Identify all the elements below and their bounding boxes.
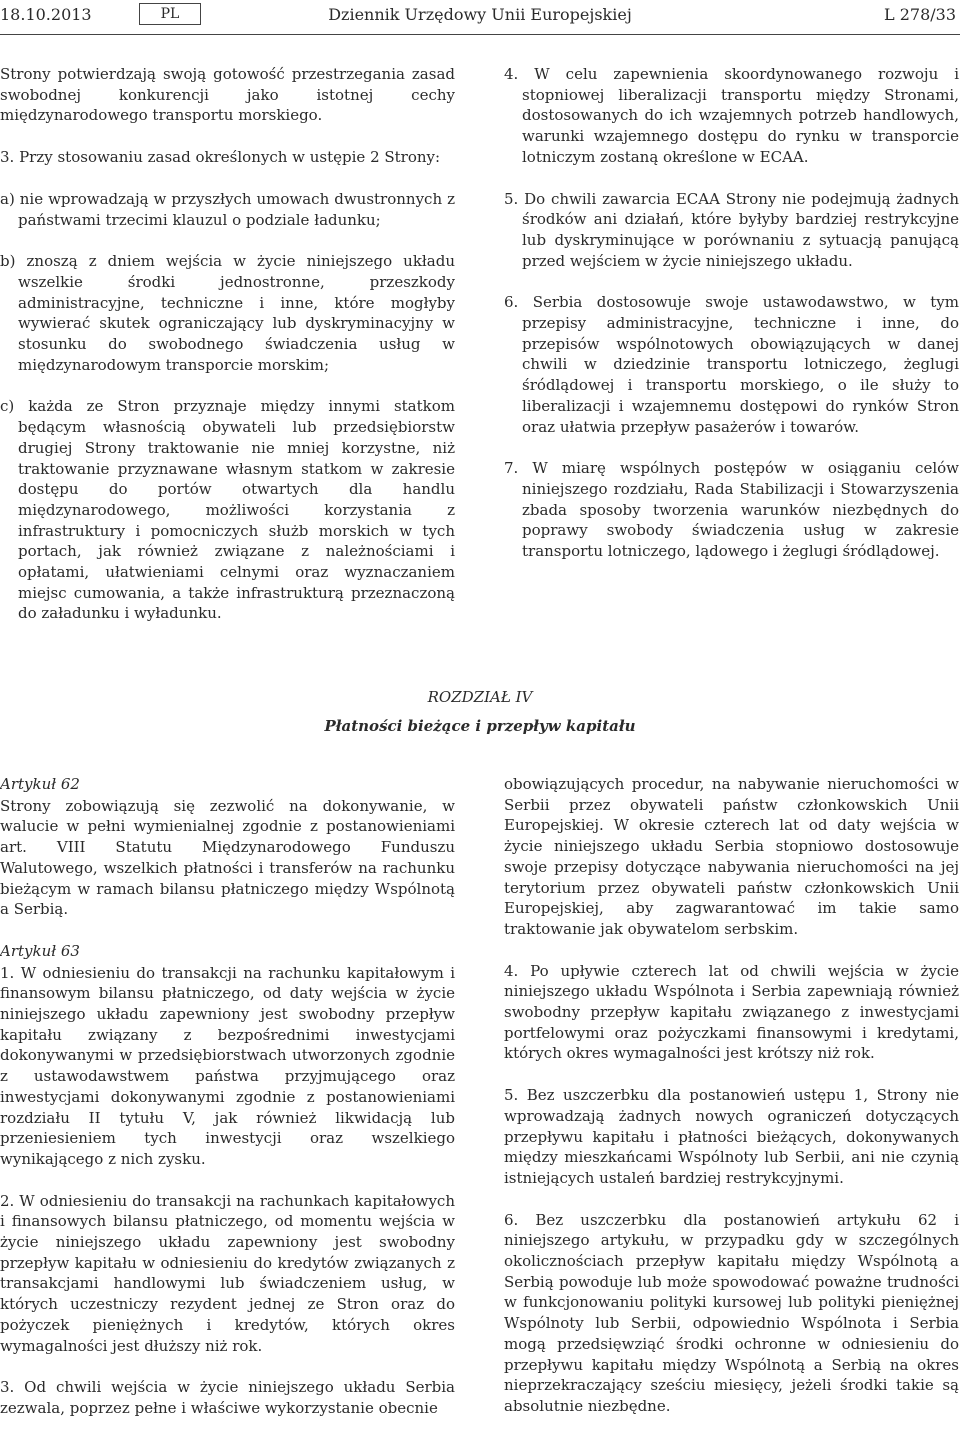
top-right-column <box>504 64 959 583</box>
chapter-number: ROZDZIAŁ IV <box>427 688 533 706</box>
bottom-right-column <box>504 774 959 1438</box>
bottom-left-column <box>0 774 455 1440</box>
paragraph: 3. Od chwili wejścia w życie niniejszego układu Serbia zezwala, poprzez pełne i właściwe wykorzystanie obecnie <box>0 1378 455 1417</box>
publication-date: 18.10.2013 <box>0 5 92 24</box>
language-badge: PL <box>139 3 201 25</box>
top-left-column <box>0 64 455 645</box>
paragraph: 1. W odniesieniu do transakcji na rachunku kapitałowym i finansowym bilansu płatniczego, od daty wejścia w życie niniejszego układu zapewniony jest swobodny przepływ kapitału związany z bezpośrednimi inwestycjami dokonywanymi w przedsiębiorstwach utworzonych zgodnie z ustawodawstwem państwa przyjmującego oraz inwestycjami dokonywanymi zgodnie z postanowieniami rozdziału II tytułu V, jak również likwidacją lub przeniesieniem tych inwestycji oraz wszelkiego wynikającego z nich zysku. <box>0 963 455 1168</box>
paragraph: obowiązujących procedur, na nabywanie nieruchomości w Serbii przez obywateli państw członkowskich Unii Europejskiej. W okresie czterech lat od daty wejścia w życie niniejszego układu Serbia stopniowo dostosowuje swoje przepisy dotyczące nabywania nieruchomości na jej terytorium przez obywateli państw członkowskich Unii Europejskiej, aby zagwarantować im takie samo traktowanie jak obywatelom serbskim. <box>504 775 959 938</box>
paragraph: 2. W odniesieniu do transakcji na rachunkach kapitałowych i finansowych bilansu płatniczego, od momentu wejścia w życie niniejszego układu zapewniony jest swobodny przepływ kapitału w odniesieniu do kredytów związanych z transakcjami handlowymi lub świadczeniem usług, w których uczestniczy rezydent jednej ze Stron oraz do pożyczek pieniężnych i kredytów, których okres wymagalności jest dłuższy niż rok. <box>0 1191 455 1355</box>
article-heading: Artykuł 62 <box>0 775 80 793</box>
paragraph: 6. Bez uszczerbku dla postanowień artykułu 62 i niniejszego artykułu, w przypadku gdy w szczególnych okolicznościach przepływ kapitału między Wspólnotą a Serbią powoduje lub może spowodować poważne trudności w funkcjonowaniu polityki kursowej lub polityki pieniężnej Wspólnoty lub Serbii, odpowiednio Wspólnota i Serbia mogą przedsięwziąć środki ochronne w odniesieniu do przepływu kapitału między Wspólnotą a Serbią na okres nieprzekraczający sześciu miesięcy, jeżeli środki takie są absolutnie niezbędne. <box>504 1210 959 1415</box>
list-item: b) znoszą z dniem wejścia w życie niniejszego układu wszelkie środki jednostronne, przeszkody administracyjne, techniczne i inne, które mogłyby wywierać skutek ograniczający lub dyskryminacyjny w stosunku do swobodnego świadczenia usług w międzynarodowym transporcie morskim; <box>0 252 455 374</box>
paragraph: 3. Przy stosowaniu zasad określonych w ustępie 2 Strony: <box>0 148 441 167</box>
paragraph: 5. Bez uszczerbku dla postanowień ustępu 1, Strony nie wprowadzają żadnych nowych ograniczeń dotyczących przepływu kapitału i płatności bieżących, dokonywanych między mieszkańcami Wspólnoty lub Serbii, ani nie czynią istniejących ustaleń bardziej restrykcyjnymi. <box>504 1086 959 1187</box>
paragraph: 6. Serbia dostosowuje swoje ustawodawstwo, w tym przepisy administracyjne, techniczne i inne, do przepisów wspólnotowych obowiązujących w danej chwili w dziedzinie transportu lotniczego, żeglugi śródlądowej i transportu morskiego, o ile służy to liberalizacji i wzajemnemu dostępowi do rynków Stron oraz ułatwia przepływ pasażerów i towarów. <box>504 293 959 436</box>
paragraph: Strony potwierdzają swoją gotowość przestrzegania zasad swobodnej konkurencji jako istotnej cechy międzynarodowego transportu morskiego. <box>0 65 455 125</box>
page-number: L 278/33 <box>884 5 956 24</box>
paragraph: Strony zobowiązują się zezwolić na dokonywanie, w walucie w pełni wymienialnej zgodnie z postanowieniami art. VIII Statutu Międzynarodowego Funduszu Walutowego, wszelkich płatności i transferów na rachunku bieżącym w ramach bilansu płatniczego między Wspólnotą a Serbią. <box>0 796 455 919</box>
page-header <box>0 0 960 40</box>
article-heading: Artykuł 63 <box>0 941 80 960</box>
journal-title: Dziennik Urzędowy Unii Europejskiej <box>328 5 632 24</box>
chapter-title: Płatności bieżące i przepływ kapitału <box>324 717 636 735</box>
list-item: c) każda ze Stron przyznaje między innymi statkom będącym własnością obywateli lub przedsiębiorstw drugiej Strony traktowanie nie mniej korzystne, niż traktowanie przyznawane własnym statkom w zakresie dostępu do portów otwartych dla handlu międzynarodowego, możliwości korzystania z infrastruktury i pomocniczych służb morskich w tych portach, jak również związane z należnościami i opłatami, ułatwieniami celnymi oraz wyznaczaniem miejsc cumowania, a także infrastrukturą przeznaczoną do załadunku i wyładunku. <box>0 397 455 623</box>
paragraph: 7. W miarę wspólnych postępów w osiąganiu celów niniejszego rozdziału, Rada Stabilizacji i Stowarzyszenia zbada sposoby tworzenia warunków niezbędnych do poprawy swobody świadczenia usług w zakresie transportu lotniczego, lądowego i żeglugi śródlądowej. <box>504 459 959 561</box>
list-item: a) nie wprowadzają w przyszłych umowach dwustronnych z państwami trzecimi klauzul o podziale ładunku; <box>0 189 455 229</box>
paragraph: 4. W celu zapewnienia skoordynowanego rozwoju i stopniowej liberalizacji transportu między Stronami, dostosowanych do ich wzajemnych potrzeb handlowych, warunki wzajemnego dostępu do rynku w transporcie lotniczym zostaną określone w ECAA. <box>504 65 959 166</box>
paragraph: 4. Po upływie czterech lat od chwili wejścia w życie niniejszego układu Wspólnota i Serbia zapewniają również swobodny przepływ kapitału związanego z inwestycjami portfelowymi oraz pożyczkami finansowymi i kredytami, których okres wymagalności jest krótszy niż rok. <box>504 961 959 1063</box>
header-divider <box>0 34 960 35</box>
paragraph: 5. Do chwili zawarcia ECAA Strony nie podejmują żadnych środków ani działań, które byłyby bardziej restrykcyjne lub dyskryminujące w porównaniu z sytuacją panującą przed wejściem w życie niniejszego układu. <box>504 189 959 270</box>
